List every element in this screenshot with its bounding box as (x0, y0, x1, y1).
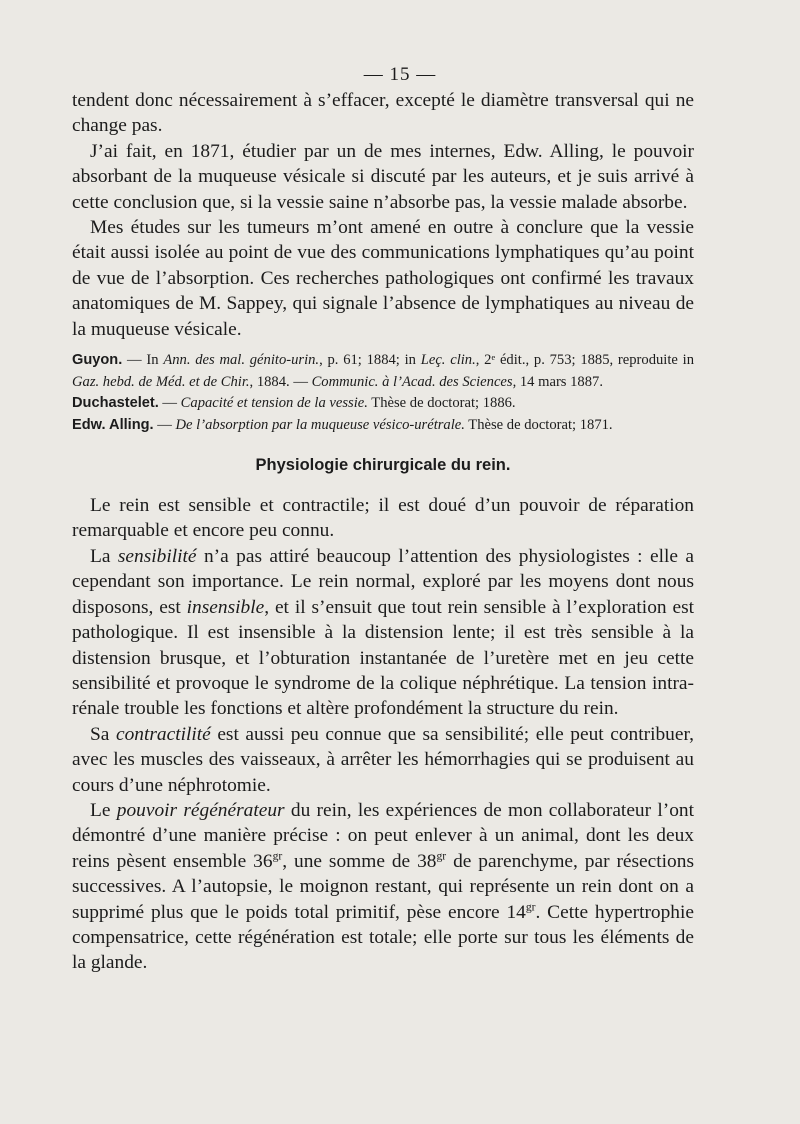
section-heading: Physiologie chirurgicale du rein. (255, 456, 511, 475)
paragraph-sensibilite: La sensibilité n’a pas attiré beaucoup l’attention des physiologistes : elle a cependant son importance. Le rein normal, exploré par les moyens dont nous disposons, est insensible, et il s’ensuit que tout rein sensible à l’exploration est pathologique. Il est insensible à la distension lente; il est très sensible à la distension brusque, et l’obturation instantanée de l’uretère met en jeu cette sensibilité et provoque le syndrome de la colique néphrétique. La tension intra-rénale trouble les fonctions et altère profondément la structure du rein. (72, 545, 694, 720)
paragraph-pouvoir-regenerateur: Le pouvoir régénérateur du rein, les expériences de mon collaborateur l’ont démontré d’une manière précise : on peut enlever à un animal, dont les deux reins pèsent ensemble $36^{gr}$, une somme de $38^{gr}$ de parenchyme, par résections successives. A l’autopsie, le moignon restant, qui représente un rein dont on a supprimé plus que le poids total primitif, pèse encore $14^{gr}$. Cette hypertrophie compensatrice, cette régénération est totale; elle porte sur tous les éléments de la glande. (72, 799, 694, 974)
page-number: — 15 — (363, 64, 437, 85)
reference-guyon: Guyon. — In Ann. des mal. génito-urin., p. 61; 1884; in Leç. clin., 2ᵉ édit., p. 753; 1885, reproduite in Gaz. hebd. de Méd. et de Chir., 1884. — Communic. à l’Acad. des Sciences, 14 mars 1887. (72, 352, 694, 390)
reference-author: Duchastelet. (72, 395, 159, 412)
paragraph-tumeurs: Mes études sur les tumeurs m’ont amené en outre à conclure que la vessie était aussi isolée au point de vue des communications lymphatiques qu’au point de vue de l’absorption. Ces recherches pathologiques ont confirmé les travaux anatomiques de M. Sappey, qui signale l’absence de lymphatiques au niveau de la muqueuse vésicale. (72, 217, 694, 340)
paragraph-continuation: tendent donc nécessairement à s’effacer, excepté le diamètre transversal qui ne change pas. (72, 90, 694, 137)
reference-author: Edw. Alling. (72, 416, 154, 433)
paragraph-alling-study: J’ai fait, en 1871, étudier par un de mes internes, Edw. Alling, le pouvoir absorbant de la muqueuse vésicale si discuté par les auteurs, et je suis arrivé à cette conclusion que, si la vessie saine n’absorbe pas, la vessie malade absorbe. (72, 140, 694, 213)
reference-duchastelet: Duchastelet. — Capacité et tension de la vessie. Thèse de doctorat; 1886. (72, 395, 516, 412)
reference-alling: Edw. Alling. — De l’absorption par la muqueuse vésico-urétrale. Thèse de doctorat; 1871. (72, 416, 613, 433)
references (72, 350, 694, 436)
paragraph-rein-sensible: Le rein est sensible et contractile; il est doué d’un pouvoir de réparation remarquable et encore peu connu. (72, 495, 694, 542)
text-block (72, 88, 694, 976)
reference-author: Guyon. (72, 352, 123, 369)
paragraph-contractilite: Sa contractilité est aussi peu connue que sa sensibilité; elle peut contribuer, avec les muscles des vaisseaux, à arrêter les hémorrhagies qui se produisent au cours d’une néphrotomie. (72, 723, 694, 796)
